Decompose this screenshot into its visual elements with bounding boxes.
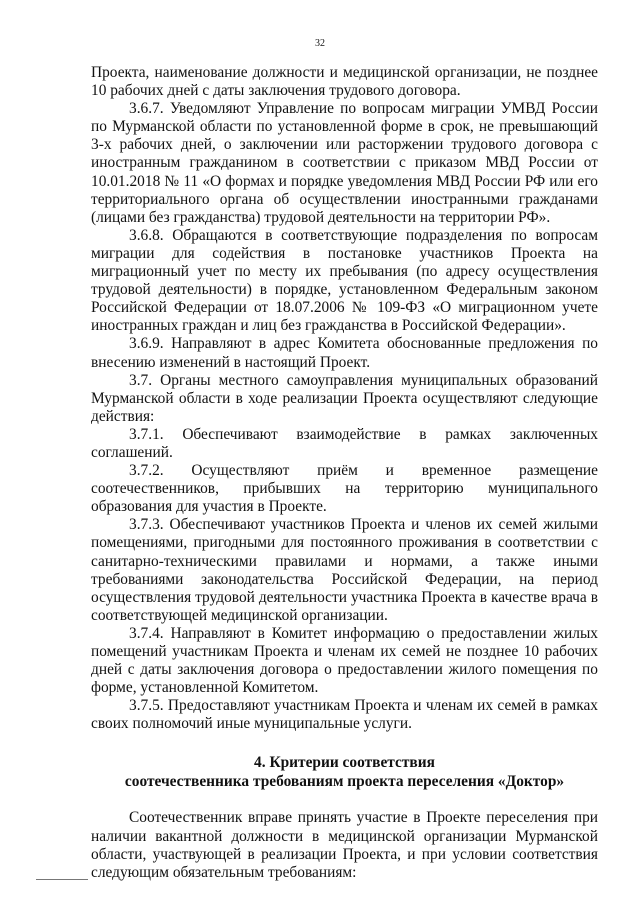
paragraph-3-7-3: 3.7.3. Обеспечивают участников Проекта и членов их семей жилыми помещениями, пригодными для постоянного проживания в соответствии с санитарно-техническими правилами и нормами, а также иными требованиями законодательства Российской Федерации, на период осуществления трудовой деятельности участника Проекта в качестве врача в соответствующей медицинской организации. bbox=[91, 516, 598, 624]
section-intro-paragraph: Соотечественник вправе принять участие в Проекте переселения при наличии вакантной должности в медицинской организации Мурманской области, участвующей в реализации Проекта, и при условии соответствия следующим обязательным требованиям: bbox=[91, 809, 598, 881]
paragraph-3-6-7: 3.6.7. Уведомляют Управление по вопросам миграции УМВД России по Мурманской области по установленной форме в срок, не превышающий 3-х рабочих дней, о заключении или расторжении трудового договора с иностранным гражданином в соответствии с приказом МВД России от 10.01.2018 № 11 «О формах и порядке уведомления МВД России РФ или его территориального органа об осуществлении иностранными гражданами (лицами без гражданства) трудовой деятельности на территории РФ». bbox=[91, 100, 598, 226]
document-body bbox=[91, 64, 598, 882]
page-number: 32 bbox=[315, 38, 325, 49]
paragraph-3-6-9: 3.6.9. Направляют в адрес Комитета обоснованные предложения по внесению изменений в настоящий Проект. bbox=[91, 335, 598, 371]
paragraph-3-7: 3.7. Органы местного самоуправления муниципальных образований Мурманской области в ходе реализации Проекта осуществляют следующие действия: bbox=[91, 371, 598, 425]
paragraph-3-6-8: 3.6.8. Обращаются в соответствующие подразделения по вопросам миграции для содействия в постановке участников Проекта на миграционный учет по месту их пребывания (по адресу осуществления трудовой деятельности) в порядке, установленном Федеральным законом Российской Федерации от 18.07.2006 № 109-ФЗ «О миграционном учете иностранных граждан и лиц без гражданства в Российской Федерации». bbox=[91, 226, 598, 335]
section-heading bbox=[91, 753, 598, 791]
footer-rule bbox=[36, 879, 88, 880]
paragraph-3-7-4: 3.7.4. Направляют в Комитет информацию о предоставлении жилых помещений участникам Проекта и членам их семей не позднее 10 рабочих дней с даты заключения договора о предоставлении жилого помещения по форме, установленной Комитетом. bbox=[91, 624, 598, 697]
section-heading-line-1: 4. Критерии соответствия bbox=[254, 754, 435, 772]
paragraph-3-7-2: 3.7.2. Осуществляют приём и временное размещение соотечественников, прибывших на территорию муниципального образования для участия в Проекте. bbox=[91, 462, 598, 516]
section-heading-line-2: соотечественника требованиям проекта переселения «Доктор» bbox=[124, 773, 565, 791]
paragraph-continuation: Проекта, наименование должности и медицинской организации, не позднее 10 рабочих дней с даты заключения трудового договора. bbox=[91, 64, 598, 100]
paragraph-3-7-5: 3.7.5. Предоставляют участникам Проекта и членам их семей в рамках своих полномочий иные муниципальные услуги. bbox=[91, 697, 598, 733]
paragraph-3-7-1: 3.7.1. Обеспечивают взаимодействие в рамках заключенных соглашений. bbox=[91, 425, 598, 461]
